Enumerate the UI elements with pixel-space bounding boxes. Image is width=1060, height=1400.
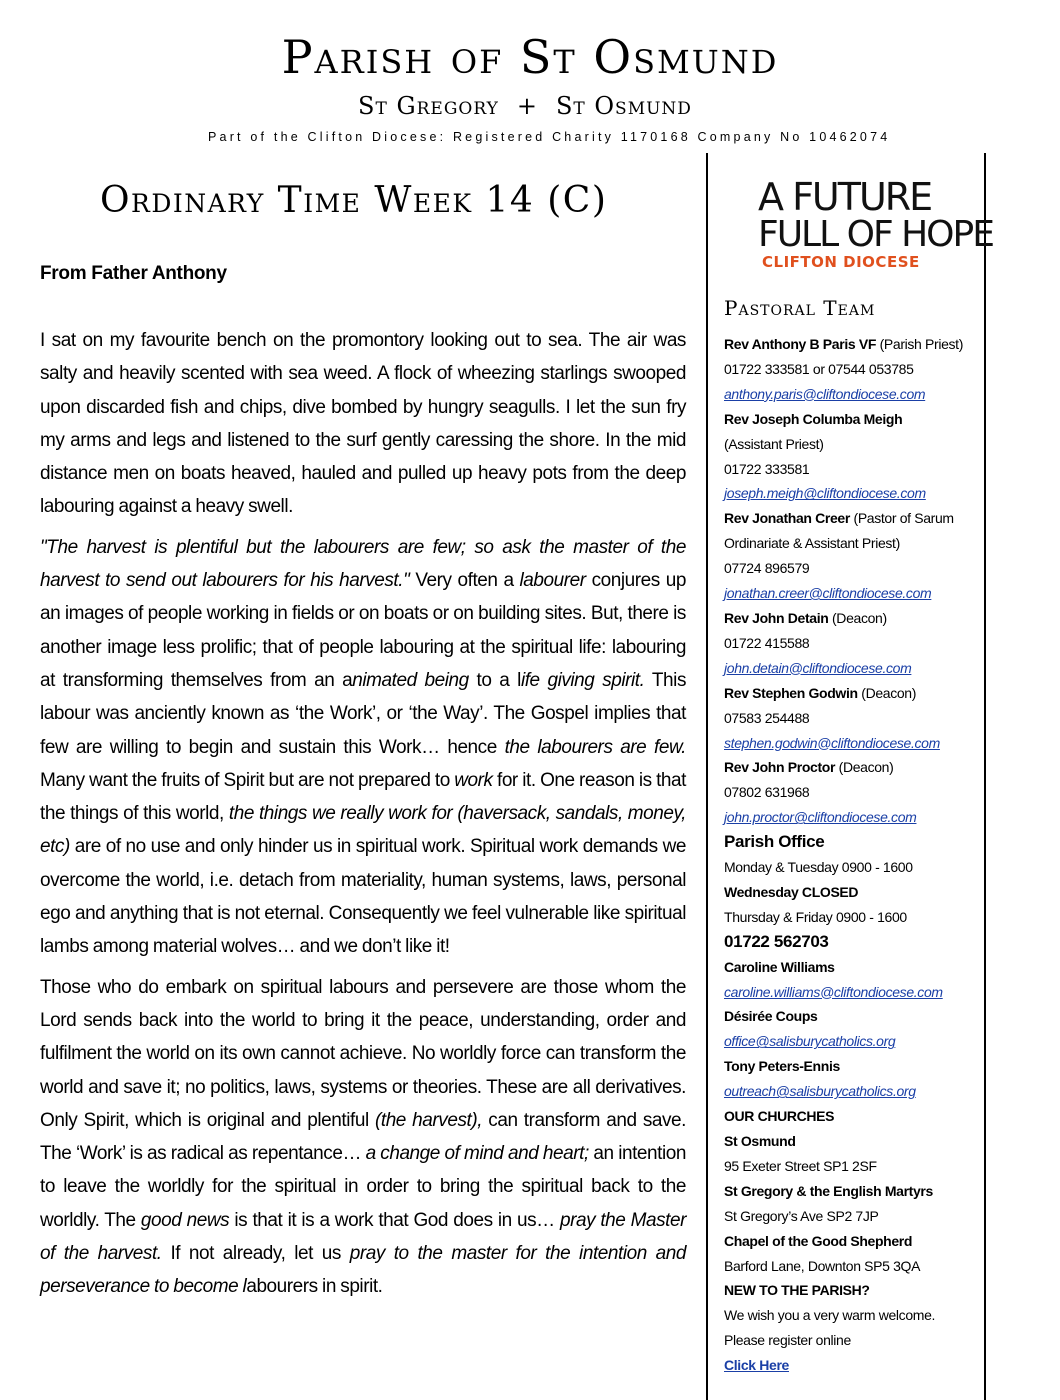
office-hours: Thursday & Friday 0900 - 1600 (724, 908, 907, 925)
team-member-phone: 07802 631968 (724, 784, 810, 801)
text-run: is that it is a work that God does in us… (229, 1209, 560, 1231)
text-run: for it. One reason is that the things of this world, (40, 769, 686, 825)
italic-text: ife giving spirit. (520, 669, 645, 691)
sidebar (724, 332, 980, 1378)
team-member-email[interactable]: anthony.paris@cliftondiocese.com (724, 385, 926, 402)
team-member-email[interactable]: john.proctor@cliftondiocese.com (724, 809, 917, 826)
italic-text: labourer (519, 570, 586, 592)
team-member-name: Rev John Detain (Deacon) (724, 609, 887, 626)
text-run: abourers in spirit. (246, 1276, 383, 1298)
team-member-email[interactable]: stephen.godwin@cliftondiocese.com (724, 734, 940, 751)
parish-title: Parish of St Osmund (281, 30, 779, 84)
team-member-name: Rev Jonathan Creer (Pastor of Sarum (724, 510, 954, 527)
team-member-role: Ordinariate & Assistant Priest) (724, 535, 900, 552)
church-name: Chapel of the Good Shepherd (724, 1232, 913, 1249)
separator: + (516, 92, 538, 120)
article-heading: From Father Anthony (40, 263, 227, 284)
team-member-name: Rev Joseph Columba Meigh (724, 410, 903, 427)
text-run: This labour was anciently known as ‘the Work’, or ‘the Way’. The Gospel implies that few are willing to begin and sustain this Work… hence (40, 669, 686, 758)
italic-text: nimated being (352, 669, 469, 691)
staff-email[interactable]: caroline.williams@cliftondiocese.com (724, 983, 943, 1000)
team-member-phone: 01722 415588 (724, 634, 810, 651)
staff-email[interactable]: office@salisburycatholics.org (724, 1033, 896, 1050)
church-address: St Gregory’s Ave SP2 7JP (724, 1207, 879, 1224)
team-member-role: (Assistant Priest) (724, 435, 824, 452)
church-name: St Gregory & the English Martyrs (724, 1182, 933, 1199)
italic-text: the things we really work for (haversack, sandals, money, etc) (40, 803, 686, 858)
team-member-email[interactable]: jonathan.creer@cliftondiocese.com (724, 585, 932, 602)
italic-text: a change of mind and heart; (365, 1143, 589, 1165)
charity-line: Part of the Clifton Diocese: Registered Charity 1170168 Company No 10462074 (208, 130, 891, 144)
church-address: Barford Lane, Downton SP5 3QA (724, 1257, 921, 1274)
text-run: are of no use and only hinder us in spiritual work. Spiritual work demands we overcome the world, i.e. detach from materiality, human systems, laws, personal ego and anything that is not eternal. Consequently we feel vulnerable like spiritual lambs among material wolves… and we don’t like it! (40, 836, 686, 958)
staff-email[interactable]: outreach@salisburycatholics.org (724, 1083, 916, 1100)
team-member-email[interactable]: joseph.meigh@cliftondiocese.com (724, 485, 926, 502)
article-paragraph-1: I sat on my favourite bench on the promontory looking out to sea. The air was salty and heavily scented with sea weed. A flock of wheezing starlings swooped upon discarded fish and chips, dive bombed by hungry seagulls. I let the sun fry my arms and legs and listened to the surf gently caressing the shore. In the mid distance men on boats heaved, hauled and pulled up heavy pots from the deep labouring against a heavy swell. (40, 330, 686, 518)
right-border (984, 153, 986, 1400)
church-name: St Osmund (724, 1133, 796, 1149)
churches-heading: OUR CHURCHES (724, 1108, 835, 1125)
staff-name: Désirée Coups (724, 1008, 818, 1025)
office-phone: 01722 562703 (724, 931, 829, 951)
office-hours: Monday & Tuesday 0900 - 1600 (724, 859, 913, 876)
newcomers-heading: NEW TO THE PARISH? (724, 1282, 870, 1299)
week-title: Ordinary Time Week 14 (C) (100, 180, 608, 221)
office-hours: Wednesday CLOSED (724, 883, 859, 900)
pastoral-team-heading: Pastoral Team (724, 296, 876, 320)
italic-text: pray to the master for the intention and perseverance to become l (40, 1243, 687, 1298)
welcome-text: We wish you a very warm welcome. (724, 1307, 936, 1324)
logo-line-3: CLIFTON DIOCESE (762, 253, 920, 271)
church-name-2: St Osmund (555, 92, 692, 120)
text-run: Those who do embark on spiritual labours and persevere are those whom the Lord sends back into the world to bring it the peace, understanding, order and fulfilment the world on its own cannot achieve. No worldly force can transform the world and save it; no politics, laws, systems or theories. These are all derivatives. Only Spirit, which is original and plentiful (40, 976, 686, 1131)
text-run: conjures up an images of people working in fields or on boats or on building sites. But, there is another image less prolific; that of people labouring at the spiritual life: labouring at transforming themselves from an a (40, 570, 686, 691)
column-divider (706, 153, 708, 1400)
churches-line (0, 92, 1050, 120)
text-run: If not already, let us (161, 1243, 350, 1265)
church-address: 95 Exeter Street SP1 2SF (724, 1157, 877, 1174)
register-link[interactable]: Click Here (724, 1357, 789, 1374)
text-run: an intention to leave the worldly for the spiritual in order to bring the spiritual back to the worldly. The (40, 1143, 686, 1231)
team-member-phone: 07724 896579 (724, 560, 810, 577)
team-member-name: Rev John Proctor (Deacon) (724, 759, 894, 776)
team-member-email[interactable]: john.detain@cliftondiocese.com (724, 659, 912, 676)
staff-name: Caroline Williams (724, 958, 835, 975)
logo-line-2: FULL OF HOPE (758, 214, 993, 255)
future-full-of-hope-logo (750, 170, 993, 271)
logo-line-1: A FUTURE (758, 175, 932, 219)
register-text: Please register online (724, 1332, 851, 1349)
italic-text: pray the Master of the harvest. (40, 1209, 687, 1265)
staff-name: Tony Peters-Ennis (724, 1058, 840, 1075)
article-paragraph-2 (40, 531, 686, 964)
italic-text: (the harvest), (374, 1109, 483, 1131)
article-body (40, 324, 686, 1311)
team-member-phone: 07583 254488 (724, 709, 810, 726)
italic-text: work (454, 769, 493, 791)
article-paragraph-3 (40, 971, 686, 1304)
church-name-1: St Gregory (358, 92, 499, 120)
italic-text: the labourers are few. (504, 736, 687, 758)
italic-text: good news (140, 1209, 230, 1231)
team-member-name: Rev Anthony B Paris VF (Parish Priest) (724, 336, 964, 352)
team-member-phone: 01722 333581 (724, 460, 810, 477)
text-run: Very often a (409, 570, 520, 592)
team-member-name: Rev Stephen Godwin (Deacon) (724, 684, 917, 701)
text-run: to a l (468, 669, 521, 691)
parish-office-heading: Parish Office (724, 832, 825, 852)
team-member-phone: 01722 333581 or 07544 053785 (724, 360, 914, 377)
text-run: Many want the fruits of Spirit but are not prepared to (40, 769, 455, 791)
italic-text: "The harvest is plentiful but the labourers are few; so ask the master of the harvest to send out labourers for his harvest." (40, 536, 686, 592)
text-run: can transform and save. The ‘Work’ is as radical as repentance… (40, 1109, 686, 1165)
